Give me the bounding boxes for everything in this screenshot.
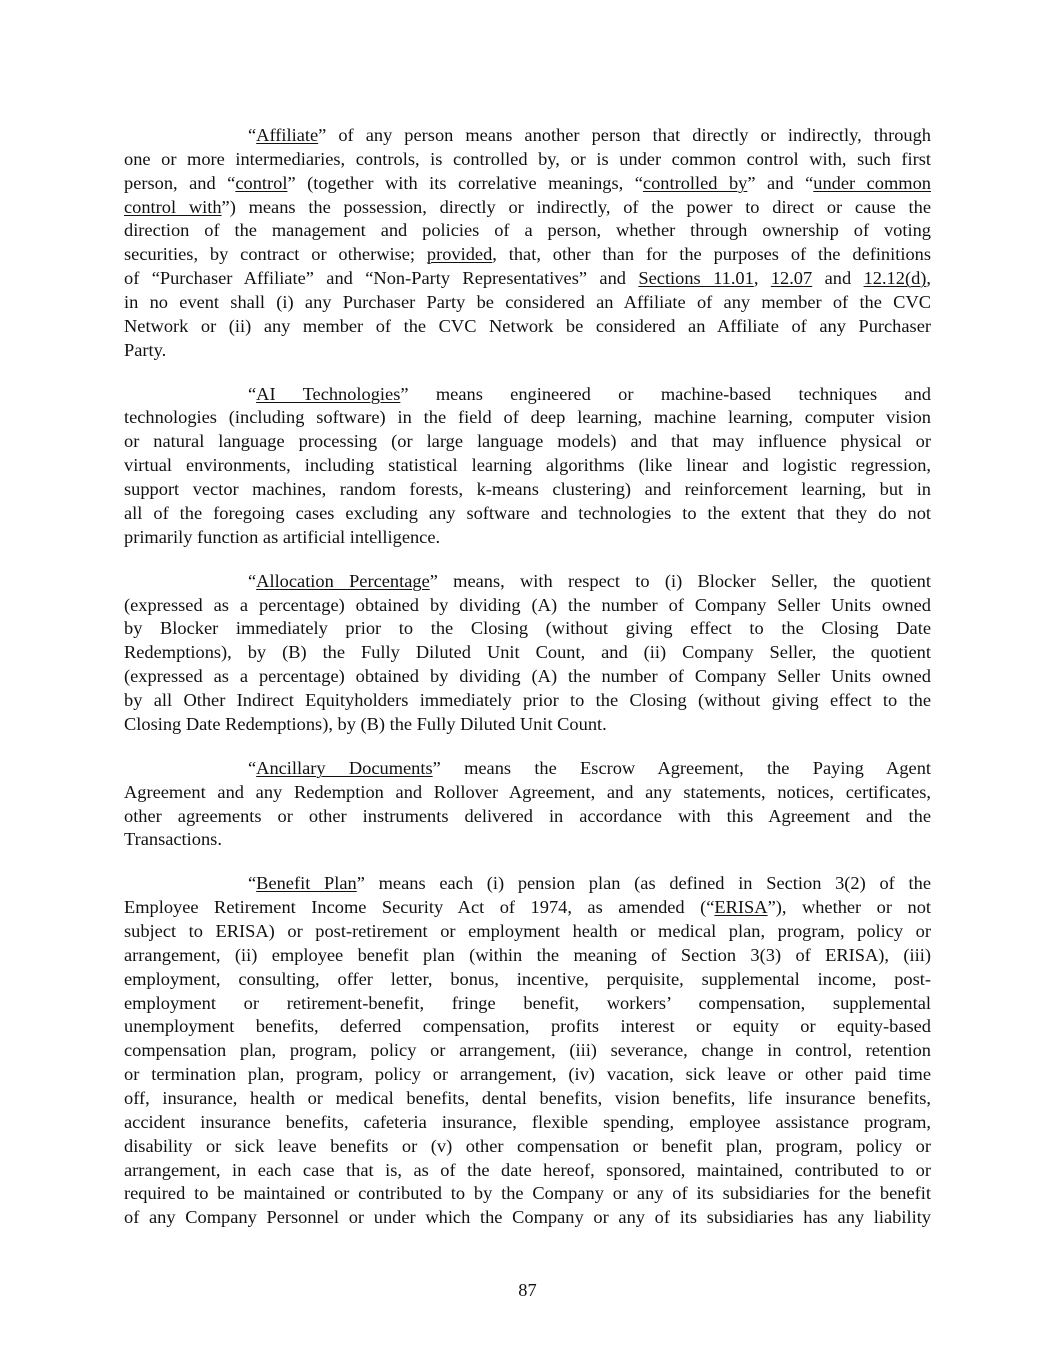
defined-term: control (235, 172, 288, 193)
text-line (124, 781, 931, 805)
text-line (124, 641, 931, 665)
text-run: unemployment benefits, deferred compensation, profits interest or equity or equity-based (124, 1016, 931, 1037)
defined-term: control with (124, 196, 222, 217)
defined-term: Benefit Plan (256, 873, 357, 894)
text-run: by Blocker immediately prior to the Closing (without giving effect to the Closing Date (124, 618, 931, 639)
text-run: Employee Retirement Income Security Act of 1974, as amended (“ (124, 897, 715, 918)
text-run: Party. (124, 339, 167, 360)
definition-allocation-percentage (124, 570, 931, 737)
defined-term: 12.07 (770, 268, 813, 289)
text-run: employment or retirement-benefit, fringe benefit, workers’ compensation, supplemental (124, 992, 931, 1013)
text-run: “ (248, 125, 257, 145)
defined-term: ERISA (714, 897, 768, 918)
text-run: Redemptions), by (B) the Fully Diluted Unit Count, and (ii) Company Seller, the quotient (124, 642, 931, 663)
text-run: or termination plan, program, policy or arrangement, (iv) vacation, sick leave or other paid time (124, 1064, 931, 1085)
text-run: Agreement and any Redemption and Rollover Agreement, and any statements, notices, certificates, (124, 781, 931, 802)
text-line (124, 502, 931, 526)
text-run: ” means each (i) pension plan (as defined in Section 3(2) of the (356, 873, 931, 894)
defined-term: controlled by (642, 172, 748, 193)
text-line (124, 689, 931, 713)
text-run: arrangement, in each case that is, as of the date hereof, sponsored, maintained, contributed to or (124, 1159, 931, 1180)
text-line (124, 617, 931, 641)
defined-term: 12.12(d) (863, 268, 927, 289)
defined-term: Sections 11.01 (638, 268, 754, 289)
text-run: “ (248, 873, 257, 894)
text-run: Closing Date Redemptions), by (B) the Fully Diluted Unit Count. (124, 713, 607, 734)
text-line (124, 454, 931, 478)
text-run: of “Purchaser Affiliate” and “Non-Party Representatives” and (124, 268, 639, 289)
defined-term: AI Technologies (256, 383, 401, 404)
text-line (124, 291, 931, 315)
text-run: arrangement, (ii) employee benefit plan (within the meaning of Section 3(3) of ERISA), (iii) (124, 944, 931, 965)
text-run: one or more intermediaries, controls, is controlled by, or is under common control with, such first (124, 148, 931, 169)
text-line (124, 570, 931, 594)
text-line (124, 315, 931, 339)
text-line (124, 713, 931, 737)
text-run: , that, other than for the purposes of the definitions (492, 244, 931, 265)
text-run: Transactions. (124, 829, 222, 850)
text-line (124, 944, 931, 968)
text-line (124, 124, 931, 148)
text-line (124, 478, 931, 502)
defined-term: provided (426, 244, 493, 265)
text-line (124, 1015, 931, 1039)
text-run: subject to ERISA) or post-retirement or employment health or medical plan, program, policy or (124, 921, 931, 942)
text-line (124, 665, 931, 689)
text-line (124, 1182, 931, 1206)
text-line (124, 339, 931, 363)
text-run: Network or (ii) any member of the CVC Network be considered an Affiliate of any Purchaser (124, 315, 931, 336)
text-run: securities, by contract or otherwise; (124, 244, 427, 265)
text-line (124, 406, 931, 430)
text-run: compensation plan, program, policy or arrangement, (iii) severance, change in control, retention (124, 1040, 931, 1061)
text-line (124, 872, 931, 896)
text-line (124, 1111, 931, 1135)
text-run: ”), whether or not (767, 897, 931, 918)
text-run: , (753, 268, 771, 289)
text-run: , (926, 268, 931, 289)
text-line (124, 896, 931, 920)
text-run: ” and “ (747, 172, 814, 193)
text-line (124, 196, 931, 220)
text-line (124, 1039, 931, 1063)
text-line (124, 526, 931, 550)
text-run: ”) means the possession, directly or indirectly, of the power to direct or cause the (221, 196, 931, 217)
defined-term: under common (813, 172, 931, 193)
defined-term: Affiliate (256, 125, 319, 145)
text-run: (expressed as a percentage) obtained by dividing (A) the number of Company Seller Units owned (124, 666, 931, 687)
text-line (124, 267, 931, 291)
text-run: all of the foregoing cases excluding any software and technologies to the extent that they do not (124, 502, 931, 523)
text-line (124, 757, 931, 781)
text-run: and (812, 268, 864, 289)
text-run: ” means engineered or machine-based techniques and (400, 383, 931, 404)
text-run: virtual environments, including statistical learning algorithms (like linear and logistic regression, (124, 455, 931, 476)
text-run: employment, consulting, offer letter, bonus, incentive, perquisite, supplemental income, post- (124, 968, 931, 989)
text-run: other agreements or other instruments delivered in accordance with this Agreement and the (124, 805, 931, 826)
text-run: person, and “ (124, 172, 236, 193)
text-line (124, 148, 931, 172)
text-run: “ (248, 570, 257, 591)
text-line (124, 1159, 931, 1183)
text-run: primarily function as artificial intelligence. (124, 526, 441, 547)
text-run: technologies (including software) in the field of deep learning, machine learning, computer vision (124, 407, 931, 428)
text-line (124, 828, 931, 852)
text-line (124, 430, 931, 454)
text-run: in no event shall (i) any Purchaser Party be considered an Affiliate of any member of the CVC (124, 291, 931, 312)
text-line (124, 172, 931, 196)
page-number: 87 (518, 1280, 537, 1300)
text-run: “ (248, 757, 257, 778)
text-run: ” of any person means another person that directly or indirectly, through (318, 125, 931, 145)
text-line (124, 805, 931, 829)
definition-benefit-plan (124, 872, 931, 1230)
text-run: off, insurance, health or medical benefits, dental benefits, vision benefits, life insurance benefits, (124, 1087, 931, 1108)
definition-affiliate (124, 124, 931, 362)
text-run: “ (248, 383, 257, 404)
text-run: ” (together with its correlative meanings, “ (287, 172, 643, 193)
definition-ancillary-documents (124, 757, 931, 852)
text-line (124, 594, 931, 618)
text-line (124, 1206, 931, 1230)
text-run: accident insurance benefits, cafeteria insurance, flexible spending, employee assistance program, (124, 1111, 931, 1132)
text-line (124, 920, 931, 944)
text-run: or natural language processing (or large language models) and that may influence physical or (124, 431, 931, 452)
defined-term: Allocation Percentage (256, 570, 430, 591)
text-line (124, 1063, 931, 1087)
text-run: required to be maintained or contributed to by the Company or any of its subsidiaries for the benefit (124, 1183, 931, 1204)
text-run: (expressed as a percentage) obtained by dividing (A) the number of Company Seller Units owned (124, 594, 931, 615)
text-run: by all Other Indirect Equityholders immediately prior to the Closing (without giving effect to the (124, 689, 931, 710)
definition-ai-technologies (124, 383, 931, 550)
text-run: direction of the management and policies of a person, whether through ownership of voting (124, 220, 931, 241)
text-run: ” means, with respect to (i) Blocker Seller, the quotient (429, 570, 931, 591)
text-line (124, 243, 931, 267)
text-run: ” means the Escrow Agreement, the Paying Agent (432, 757, 932, 778)
text-run: of any Company Personnel or under which the Company or any of its subsidiaries has any liability (124, 1207, 931, 1228)
defined-term: Ancillary Documents (256, 757, 433, 778)
document-body (124, 124, 931, 1250)
text-line (124, 968, 931, 992)
text-run: disability or sick leave benefits or (v) other compensation or benefit plan, program, policy or (124, 1135, 931, 1156)
text-line (124, 992, 931, 1016)
text-line (124, 219, 931, 243)
text-line (124, 383, 931, 407)
text-run: support vector machines, random forests, k-means clustering) and reinforcement learning, but in (124, 479, 931, 499)
text-line (124, 1087, 931, 1111)
text-line (124, 1135, 931, 1159)
